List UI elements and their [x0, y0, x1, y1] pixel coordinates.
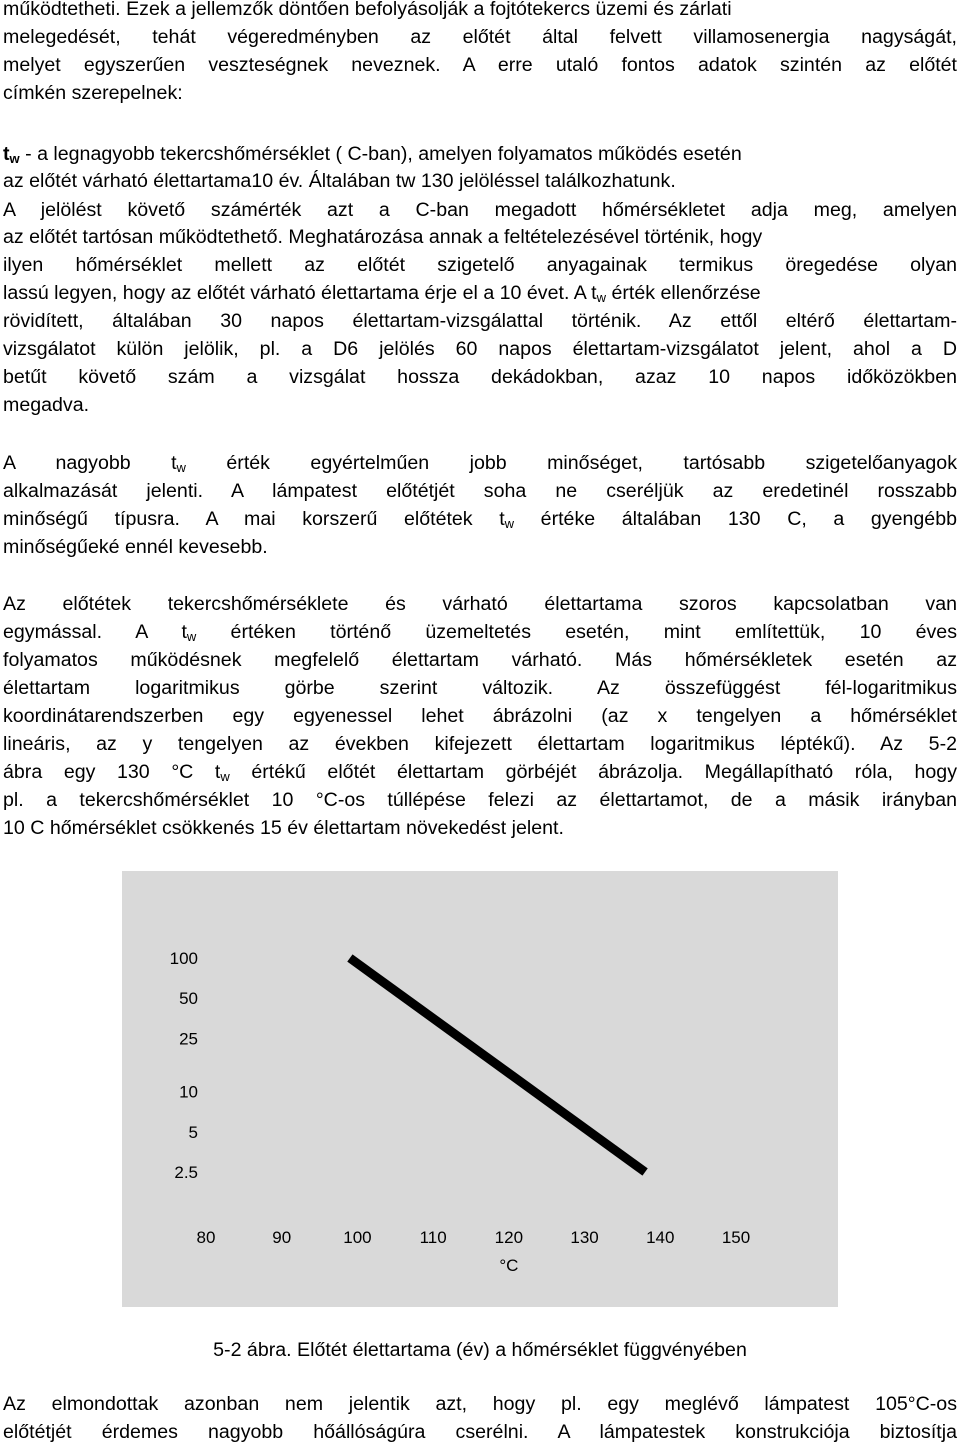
y-tick-label: 50: [179, 989, 198, 1009]
x-tick-label: 120: [494, 1228, 524, 1247]
text-fragment: értéken történő üzemeltetés esetén, mint említettük, 10 éves: [196, 621, 957, 643]
x-axis-label: °C: [499, 1256, 519, 1275]
text-fragment: lassú legyen, hogy az előtét várható élettartama érje el a 10 évet.: [3, 282, 570, 304]
chart-panel: [122, 871, 838, 1307]
y-tick-label: 2.5: [174, 1163, 198, 1182]
y-tick-label: 25: [179, 1029, 198, 1049]
text-line: 10 C hőmérséklet csökkenés 15 év élettartam növekedést jelent.: [3, 817, 564, 839]
text-line: melegedését, tehát végeredményben az előtét által felvett villamosenergia nagyságát,: [3, 26, 957, 48]
text-line: címkén szerepelnek:: [3, 82, 183, 104]
text-line: Az előtétek tekercshőmérséklete és várható élettartama szoros kapcsolatban van: [3, 593, 957, 615]
text-line: élettartam logaritmikus görbe szerint változik. Az összefüggést fél-logaritmikus: [3, 677, 957, 699]
y-tick-label: 10: [179, 1082, 198, 1102]
text-fragment: minőségű típusra. A mai korszerű előtétek t: [3, 508, 505, 530]
series-line: [350, 958, 645, 1172]
text-line: az előtét várható élettartama10 év. Általában tw 130 jelöléssel találkozhatunk.: [3, 170, 676, 192]
text-line: folyamatos működésnek megfelelő élettartam várható. Más hőmérsékletek esetén az: [3, 649, 957, 671]
y-tick-label: 100: [169, 949, 198, 968]
tw-subscript: w: [186, 629, 197, 644]
text-fragment: A nagyobb t: [3, 452, 177, 474]
tw-symbol: t: [3, 143, 10, 165]
y-tick-label: 5: [188, 1122, 198, 1142]
text-fragment: érték ellenőrzése: [606, 282, 761, 304]
x-tick-label: 100: [343, 1228, 372, 1247]
text-line: alkalmazását jelenti. A lámpatest előtétjét soha ne cseréljük az eredetinél rosszabb: [3, 480, 957, 502]
text-line: minőségűeké ennél kevesebb.: [3, 536, 268, 558]
tw-subscript: w: [176, 460, 186, 475]
text-line: Az elmondottak azonban nem jelentik azt, hogy pl. egy meglévő lámpatest 105°C-os: [3, 1393, 957, 1415]
text-fragment: érték egyértelműen jobb minőséget, tartósabb szigetelőanyagok: [185, 452, 957, 474]
chart-svg: [122, 871, 838, 1307]
text-line: ilyen hőmérséklet mellett az előtét szigetelő anyagainak termikus öregedése olyan: [3, 254, 957, 276]
x-tick-label: 90: [272, 1228, 292, 1247]
tw-subscript: w: [9, 151, 20, 166]
text-fragment: ábra egy 130 °C t: [3, 761, 221, 783]
text-line: az előtét tartósan működtethető. Meghatározása annak a feltételezésével történik, hogy: [3, 226, 763, 248]
text-fragment: - a legnagyobb tekercshőmérséklet ( C-ban), amelyen folyamatos működés esetén: [19, 143, 742, 165]
x-tick-label: 80: [196, 1228, 216, 1247]
text-fragment: egymással. A t: [3, 621, 187, 643]
x-tick-label: 110: [419, 1228, 447, 1247]
text-fragment: értéke általában 130 C, a gyengébb: [514, 508, 957, 530]
tw-subscript: w: [504, 516, 515, 531]
text-line: működtetheti. Ezek a jellemzők döntően befolyásolják a fojtótekercs üzemi és zárlati: [3, 0, 732, 20]
text-line: A jelölést követő számérték azt a C-ban megadott hőmérsékletet adja meg, amelyen: [3, 199, 957, 221]
tw-subscript: w: [220, 769, 230, 784]
text-line: vizsgálatot külön jelölik, pl. a D6 jelölés 60 napos élettartam-vizsgálatot jelent, ahol a D: [3, 338, 957, 360]
x-tick-label: 130: [570, 1228, 599, 1247]
text-line: megadva.: [3, 394, 90, 416]
x-tick-label: 140: [646, 1228, 675, 1247]
x-tick-label: 150: [721, 1228, 751, 1247]
text-line: betűt követő szám a vizsgálat hossza dekádokban, azaz 10 napos időközökben: [3, 366, 957, 388]
text-line: előtétjét érdemes nagyobb hőállóságúra cserélni. A lámpatestek konstrukciója biztosítja: [3, 1421, 957, 1443]
text-line: melyet egyszerűen veszteségnek neveznek. A erre utaló fontos adatok szintén az előtét: [3, 54, 957, 76]
text-line: koordinátarendszerben egy egyenessel lehet ábrázolni (az x tengelyen a hőmérséklet: [3, 705, 957, 727]
text-line: lineáris, az y tengelyen az években kifejezett élettartam logaritmikus léptékű). Az 5-2: [3, 733, 957, 755]
text-line: pl. a tekercshőmérséklet 10 °C-os túllépése felezi az élettartamot, de a másik irányban: [3, 789, 957, 811]
figure-caption: 5-2 ábra. Előtét élettartama (év) a hőmérséklet függvényében: [213, 1339, 747, 1361]
text-line: rövidített, általában 30 napos élettartam-vizsgálattal történik. Az ettől eltérő élettartam-: [3, 310, 957, 332]
tw-subscript: w: [596, 290, 607, 305]
text-fragment: értékű előtét élettartam görbéjét ábrázolja. Megállapítható róla, hogy: [229, 761, 958, 783]
text-fragment: A t: [569, 282, 597, 304]
